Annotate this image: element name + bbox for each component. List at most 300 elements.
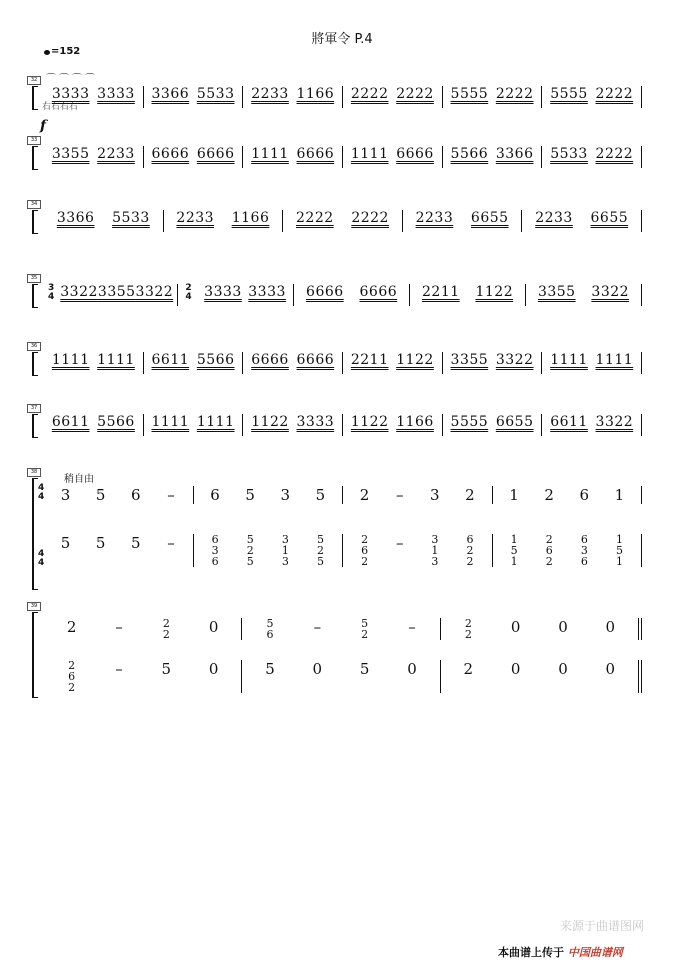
note-group: 5533 xyxy=(196,86,235,102)
note xyxy=(65,660,79,693)
note xyxy=(507,534,521,567)
note-digit: 5 xyxy=(315,486,326,504)
quarter-note-icon xyxy=(44,50,50,55)
note-digit: 2 xyxy=(316,544,324,557)
note-group: 6655 xyxy=(590,210,629,226)
note-digit: 2 xyxy=(545,533,553,546)
measure xyxy=(144,86,244,108)
note-group: 2233 xyxy=(535,210,573,226)
measure xyxy=(343,414,443,436)
note-digit: 0 xyxy=(208,660,219,678)
note-group: 1122 xyxy=(475,284,514,300)
note xyxy=(94,486,108,504)
ending-system xyxy=(30,603,642,696)
system-bracket xyxy=(32,86,38,110)
note-group: 1166 xyxy=(296,86,335,102)
footer-credit xyxy=(498,944,623,960)
note xyxy=(313,534,327,567)
measure-number: 36 xyxy=(27,342,41,351)
note xyxy=(393,534,407,552)
note-digit: – xyxy=(167,486,175,504)
note xyxy=(461,618,475,640)
note-group: 6666 xyxy=(396,146,434,162)
note-group: 3333 xyxy=(204,284,242,300)
ts-top: 2 xyxy=(185,283,192,293)
note-group: 3333 xyxy=(248,284,286,300)
note-digit: 6 xyxy=(579,486,590,504)
ts-top: 4 xyxy=(38,549,45,559)
note-group: 1122 xyxy=(251,414,289,430)
note-digit: 2 xyxy=(162,617,170,630)
note-group: 6666 xyxy=(151,146,190,162)
measure xyxy=(542,352,642,374)
note-digit: 3 xyxy=(211,544,219,557)
measure xyxy=(243,86,343,108)
note-digit: 2 xyxy=(68,681,76,694)
note-group: 5533 xyxy=(550,146,588,162)
note-digit: 0 xyxy=(208,618,219,636)
notation-system xyxy=(30,77,642,108)
note-digit: 3 xyxy=(281,555,289,568)
note-digit: 1 xyxy=(614,486,625,504)
note-digit: 2 xyxy=(246,544,254,557)
measure xyxy=(44,414,144,436)
note xyxy=(542,534,556,567)
note xyxy=(556,618,570,636)
measure xyxy=(44,284,178,306)
note-digit: 3 xyxy=(280,486,291,504)
measure xyxy=(44,660,242,693)
note-group: 2233 xyxy=(176,210,215,226)
ts-top: 3 xyxy=(48,283,55,293)
note-digit: 1 xyxy=(510,555,518,568)
note-group: 3355 xyxy=(97,284,136,300)
ts-bottom: 4 xyxy=(48,292,55,302)
note-digit: 3 xyxy=(430,486,440,504)
note xyxy=(603,660,617,678)
note-group: 2211 xyxy=(350,352,389,368)
measure-number: 38 xyxy=(27,468,41,477)
note-group: 3333 xyxy=(51,86,90,102)
measure xyxy=(542,146,642,168)
measure xyxy=(242,618,440,640)
note-digit: 5 xyxy=(316,555,324,568)
ts-bottom: 4 xyxy=(185,292,192,302)
note xyxy=(603,618,617,636)
note-group: 2233 xyxy=(415,210,454,226)
note-group: 6611 xyxy=(51,414,90,430)
note-digit: 5 xyxy=(266,617,274,630)
measure xyxy=(194,534,344,567)
note xyxy=(112,660,126,678)
note-group: 3322 xyxy=(135,284,174,300)
note-group: 3322 xyxy=(60,284,98,300)
free-section-system xyxy=(30,469,642,588)
note-group: 2233 xyxy=(97,146,135,162)
note-group: 2222 xyxy=(595,86,634,102)
system-bracket xyxy=(32,414,38,438)
note-group: 2222 xyxy=(495,86,534,102)
note-digit: 5 xyxy=(245,486,255,504)
note xyxy=(310,618,324,636)
note xyxy=(263,618,277,640)
measure xyxy=(493,534,643,567)
note-digit: 5 xyxy=(246,533,254,546)
note-digit: 5 xyxy=(95,486,106,504)
note-digit: – xyxy=(395,486,404,504)
note-digit: 6 xyxy=(210,486,220,504)
note-group: 2222 xyxy=(350,86,389,102)
note-group: 2222 xyxy=(396,86,434,102)
free-upper-part xyxy=(44,486,642,504)
note xyxy=(159,618,173,640)
note-group: 5555 xyxy=(550,86,588,102)
note-group: 1111 xyxy=(251,146,289,162)
time-signature xyxy=(185,284,191,302)
note xyxy=(94,534,108,552)
system-bracket xyxy=(32,352,38,376)
notation-system xyxy=(30,201,642,232)
measure xyxy=(343,352,443,374)
ts-top: 4 xyxy=(38,483,45,493)
note-group: 3333 xyxy=(296,414,335,430)
note-digit: – xyxy=(395,534,404,552)
note-group: 1111 xyxy=(550,352,588,368)
note-group: 6611 xyxy=(550,414,588,430)
note xyxy=(542,486,556,504)
note-group: 3355 xyxy=(450,352,489,368)
note xyxy=(612,534,626,567)
measure xyxy=(144,352,244,374)
note-digit: 2 xyxy=(361,555,369,568)
measure xyxy=(343,486,493,504)
note-group: 1111 xyxy=(595,352,634,368)
watermark-text: 来源于曲谱图网 xyxy=(559,919,644,933)
measure-row xyxy=(44,210,642,232)
note xyxy=(507,486,521,504)
note-group: 1166 xyxy=(396,414,434,430)
note xyxy=(59,534,73,552)
note-digit: 1 xyxy=(615,533,623,546)
tempo-value: =152 xyxy=(51,46,81,57)
measure xyxy=(294,284,410,306)
measure xyxy=(343,146,443,168)
note-digit: 2 xyxy=(464,628,472,641)
note-group: 3322 xyxy=(495,352,534,368)
note-group: 3355 xyxy=(537,284,576,300)
note-digit: 5 xyxy=(316,533,324,546)
system-bracket xyxy=(32,284,38,308)
measure xyxy=(44,486,194,504)
note xyxy=(509,660,523,678)
note-group: 5566 xyxy=(196,352,235,368)
note xyxy=(59,486,73,504)
note-digit: 6 xyxy=(361,544,369,557)
note-group: 6666 xyxy=(359,284,398,300)
system-bracket xyxy=(32,146,38,170)
note xyxy=(612,486,626,504)
note-group: 1122 xyxy=(396,352,434,368)
slur-marks: ⌒⌒⌒⌒ xyxy=(46,74,98,85)
ts-bottom: 4 xyxy=(38,558,45,568)
measure xyxy=(343,86,443,108)
note xyxy=(243,534,257,567)
note-group: 3355 xyxy=(51,146,90,162)
measure xyxy=(441,660,642,693)
note-digit: 6 xyxy=(580,555,588,568)
note-digit: 2 xyxy=(465,486,475,504)
note-group: 3322 xyxy=(595,414,634,430)
note xyxy=(428,534,442,567)
note-digit: 1 xyxy=(510,533,518,546)
measure xyxy=(44,146,144,168)
note-group: 2211 xyxy=(422,284,460,300)
note-group: 5555 xyxy=(450,86,489,102)
note-digit: 2 xyxy=(466,555,474,568)
tempo-marking xyxy=(44,46,80,57)
note-group: 1111 xyxy=(350,146,389,162)
note xyxy=(243,486,257,504)
note-digit: – xyxy=(408,618,416,636)
note-digit: 3 xyxy=(431,555,439,568)
note xyxy=(159,660,173,678)
note xyxy=(263,660,277,678)
measure xyxy=(178,284,294,306)
measure-number: 37 xyxy=(27,404,41,413)
note-group: 1111 xyxy=(196,414,235,430)
note-group: 6666 xyxy=(296,352,335,368)
note-group: 1166 xyxy=(231,210,270,226)
note xyxy=(278,486,292,504)
measure xyxy=(441,618,642,640)
note xyxy=(313,486,327,504)
note-digit: 5 xyxy=(359,660,370,678)
measure xyxy=(403,210,523,232)
measure xyxy=(526,284,642,306)
note-digit: 5 xyxy=(60,534,71,552)
note-digit: 1 xyxy=(431,544,439,557)
note xyxy=(65,618,79,636)
measure xyxy=(493,486,643,504)
page-title: 將軍令 P.4 xyxy=(311,32,373,47)
measure xyxy=(522,210,642,232)
note xyxy=(112,618,126,636)
measure xyxy=(410,284,526,306)
note-digit: 6 xyxy=(545,544,553,557)
note-group: 6666 xyxy=(306,284,344,300)
note-group: 3366 xyxy=(151,86,190,102)
note xyxy=(461,660,475,678)
note xyxy=(463,486,477,504)
note-group: 6655 xyxy=(495,414,534,430)
note-digit: 3 xyxy=(580,544,588,557)
note-digit: 6 xyxy=(211,555,219,568)
measure xyxy=(443,146,543,168)
measure xyxy=(44,352,144,374)
note-digit: – xyxy=(115,660,123,678)
notation-system xyxy=(30,275,642,306)
note xyxy=(556,660,570,678)
note-group: 3333 xyxy=(97,86,135,102)
measure-number: 32 xyxy=(27,76,41,85)
measure xyxy=(44,534,194,567)
measure xyxy=(243,146,343,168)
note-group: 5533 xyxy=(112,210,150,226)
measure xyxy=(542,86,642,108)
note-digit: 0 xyxy=(510,618,521,636)
note-digit: 5 xyxy=(510,544,518,557)
note-digit: 2 xyxy=(463,660,474,678)
note-group: 1111 xyxy=(51,352,90,368)
note xyxy=(207,660,221,678)
measure-row xyxy=(44,146,642,168)
note-group: 1111 xyxy=(151,414,190,430)
note-group: 2222 xyxy=(296,210,334,226)
notation-system xyxy=(30,137,642,168)
measure xyxy=(243,352,343,374)
note xyxy=(208,534,222,567)
measure-row xyxy=(44,284,642,306)
note-digit: 0 xyxy=(605,618,616,636)
note-digit: 2 xyxy=(361,628,369,641)
note-digit: – xyxy=(115,618,123,636)
note-digit: 1 xyxy=(281,544,289,557)
notation-system xyxy=(30,405,642,436)
note-group: 6655 xyxy=(470,210,509,226)
note-digit: 6 xyxy=(211,533,219,546)
note-digit: 2 xyxy=(162,628,170,641)
measure xyxy=(343,534,493,567)
note xyxy=(129,486,143,504)
note xyxy=(310,660,324,678)
note-group: 5566 xyxy=(450,146,489,162)
dynamic-marking: f xyxy=(40,118,47,134)
note-digit: – xyxy=(313,618,322,636)
note-digit: 2 xyxy=(359,486,370,504)
note xyxy=(577,486,591,504)
measure-number: 33 xyxy=(27,136,41,145)
note xyxy=(208,486,222,504)
note-group: 3322 xyxy=(591,284,630,300)
note xyxy=(129,534,143,552)
note-digit: 5 xyxy=(131,534,141,552)
ts-bottom: 4 xyxy=(38,492,45,502)
note-digit: 0 xyxy=(605,660,616,678)
measure xyxy=(164,210,284,232)
measure xyxy=(443,352,543,374)
time-signature xyxy=(48,284,54,302)
note xyxy=(577,534,591,567)
note xyxy=(463,534,477,567)
measure xyxy=(443,414,543,436)
note-digit: – xyxy=(167,534,175,552)
note-group: 2233 xyxy=(251,86,289,102)
note-digit: 2 xyxy=(544,486,554,504)
ending-upper-part xyxy=(44,618,642,640)
measure xyxy=(44,210,164,232)
measure xyxy=(443,86,543,108)
measure xyxy=(542,414,642,436)
note xyxy=(405,618,419,636)
footer-prefix: 本曲谱上传于 xyxy=(498,946,564,959)
ending-lower-part xyxy=(44,660,642,693)
note-digit: 2 xyxy=(361,533,369,546)
note-digit: 0 xyxy=(312,660,323,678)
note-digit: 0 xyxy=(510,660,521,678)
note-digit: 2 xyxy=(545,555,553,568)
note-digit: 0 xyxy=(558,660,568,678)
note-group: 6666 xyxy=(251,352,289,368)
note-group: 1122 xyxy=(350,414,389,430)
note-group: 1111 xyxy=(97,352,135,368)
note xyxy=(358,534,372,567)
measure-row xyxy=(44,352,642,374)
note-digit: 3 xyxy=(60,486,71,504)
measure-row xyxy=(44,86,642,108)
measure-number: 39 xyxy=(27,602,41,611)
note-digit: 1 xyxy=(615,555,623,568)
note-digit: 5 xyxy=(361,617,369,630)
note-digit: 6 xyxy=(466,533,474,546)
note xyxy=(278,534,292,567)
note-digit: 2 xyxy=(464,617,472,630)
system-bracket xyxy=(32,612,38,698)
note-group: 2222 xyxy=(351,210,389,226)
note-digit: 2 xyxy=(68,659,76,672)
note-group: 6611 xyxy=(151,352,190,368)
note-group: 5566 xyxy=(97,414,135,430)
measure-number: 35 xyxy=(27,274,41,283)
note xyxy=(358,660,372,678)
note-group: 6666 xyxy=(196,146,235,162)
note xyxy=(393,486,407,504)
note xyxy=(207,618,221,636)
free-tempo-annotation: 稍自由 xyxy=(64,474,94,485)
note-group: 3366 xyxy=(56,210,95,226)
measure xyxy=(144,414,244,436)
note xyxy=(405,660,419,678)
measure-row xyxy=(44,414,642,436)
system-bracket xyxy=(32,210,38,234)
footer-brand: 中国曲谱网 xyxy=(567,946,623,959)
note-group: 3366 xyxy=(495,146,534,162)
free-lower-part xyxy=(44,534,642,567)
note-group: 5555 xyxy=(450,414,489,430)
note xyxy=(164,486,178,504)
fingering-text: 右右右右 xyxy=(42,102,79,112)
note-group: 2222 xyxy=(595,146,634,162)
measure xyxy=(243,414,343,436)
note-digit: 5 xyxy=(615,544,623,557)
note-digit: 2 xyxy=(66,618,77,636)
note-digit: 0 xyxy=(407,660,417,678)
note xyxy=(509,618,523,636)
note-digit: 5 xyxy=(265,660,275,678)
note xyxy=(358,486,372,504)
note-group: 6666 xyxy=(296,146,335,162)
note-digit: 0 xyxy=(558,618,568,636)
note-digit: 3 xyxy=(431,533,439,546)
measure xyxy=(283,210,403,232)
note-digit: 6 xyxy=(266,628,274,641)
note-digit: 5 xyxy=(246,555,254,568)
note-digit: 5 xyxy=(95,534,106,552)
note-digit: 3 xyxy=(281,533,289,546)
note-digit: 6 xyxy=(131,486,141,504)
note-digit: 2 xyxy=(466,544,474,557)
note-digit: 1 xyxy=(509,486,519,504)
measure xyxy=(144,146,244,168)
